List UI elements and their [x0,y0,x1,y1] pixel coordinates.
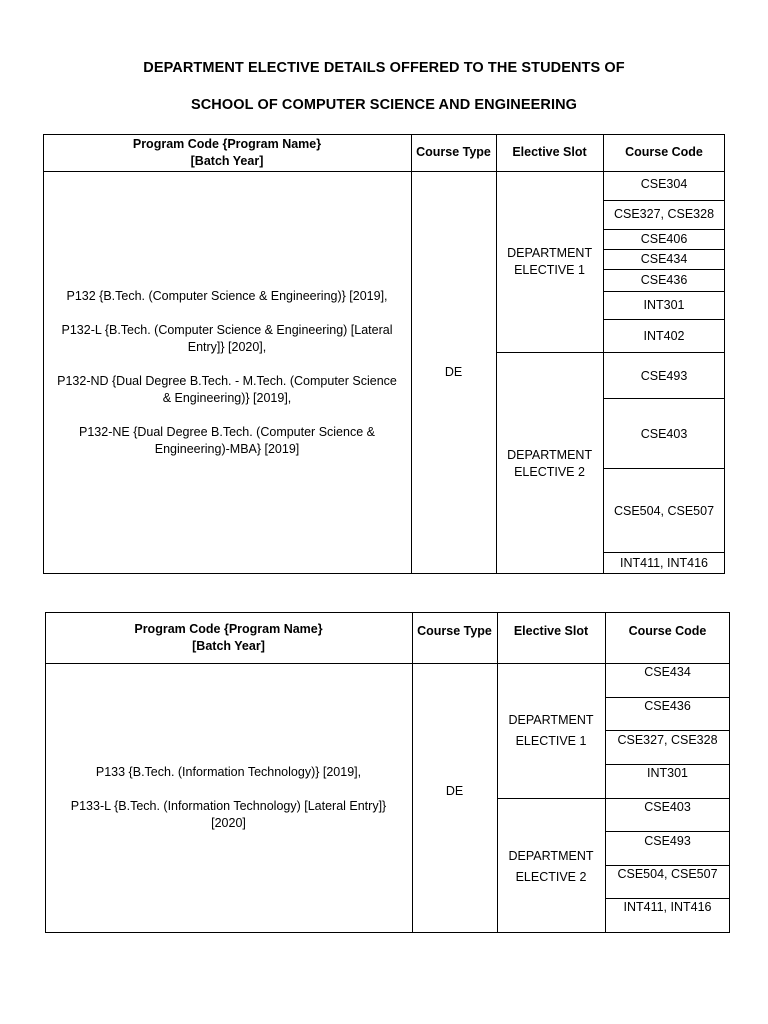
border [45,932,730,933]
header-course-type: Course Type [417,623,492,638]
course-code-cell: CSE493 [644,833,691,848]
border [497,798,730,799]
document-title-line-2: SCHOOL OF COMPUTER SCIENCE AND ENGINEERING [190,97,578,113]
header-batch-label: [Batch Year] [190,153,264,168]
course-code-cell: INT411, INT416 [623,899,712,914]
elective-table-1 [43,134,725,574]
course-code-cell: CSE504, CSE507 [613,503,715,518]
border [496,134,497,574]
elective-slot-1: DEPARTMENT ELECTIVE 1 [507,246,593,277]
border [729,612,730,933]
border [496,352,725,353]
border [497,612,498,933]
course-code-cell: CSE403 [640,426,688,441]
course-code-cell: CSE327, CSE328 [613,207,715,221]
border [605,831,730,832]
border [605,898,730,899]
border [43,134,725,135]
header-program [45,612,412,663]
header-course-type: Course Type [416,145,491,159]
course-code-cell: INT402 [643,329,685,343]
header-course-code: Course Code [625,145,703,159]
program-entry: P132-L {B.Tech. (Computer Science & Engineering) [Lateral Entry]} [2020], [61,322,393,354]
header-course-code: Course Code [628,623,707,638]
program-entry: P132-ND {Dual Degree B.Tech. - M.Tech. (Computer Science & Engineering)} [2019], [57,373,397,405]
border [605,730,730,731]
document-title-line-1: DEPARTMENT ELECTIVE DETAILS OFFERED TO THE STUDENTS OF [143,60,625,76]
course-code-cell: CSE436 [640,272,688,287]
border [603,552,725,553]
course-type-value: DE [444,365,463,379]
program-entry: P133 {B.Tech. (Information Technology)} [2019], [95,765,362,779]
border [605,764,730,765]
course-code-cell: INT301 [643,298,685,312]
border [603,291,725,292]
course-code-cell: CSE436 [644,698,691,713]
program-list [53,171,401,574]
border [43,573,725,574]
program-entry: P132 {B.Tech. (Computer Science & Engineering)} [2019], [66,288,388,303]
header-elective-slot: Elective Slot [513,623,589,638]
border [603,249,725,250]
border [45,663,730,664]
program-entry: P133-L {B.Tech. (Information Technology) [Lateral Entry]} [2020] [70,799,387,830]
elective-slot-2: DEPARTMENT ELECTIVE 2 [508,848,594,884]
course-code-cell: CSE434 [640,251,688,266]
border [603,468,725,469]
border [603,319,725,320]
border [603,229,725,230]
border [605,612,606,933]
border [605,697,730,698]
program-list [55,663,402,933]
header-program [43,134,411,171]
header-program-label: Program Code {Program Name} [132,136,322,151]
course-type-value: DE [445,783,464,798]
course-code-cell: INT411, INT416 [619,556,708,570]
border [603,200,725,201]
course-code-cell: CSE327, CSE328 [617,732,718,747]
border [43,134,44,574]
border [45,612,730,613]
header-program-label: Program Code {Program Name} [134,621,323,636]
border [43,171,725,172]
course-code-cell: CSE406 [640,231,688,246]
course-code-cell: CSE403 [644,799,691,814]
course-code-cell: INT301 [647,765,688,780]
border [605,865,730,866]
border [603,398,725,399]
border [603,269,725,270]
course-code-cell: CSE434 [644,664,691,679]
program-entry: P132-NE {Dual Degree B.Tech. (Computer Science & Engineering)-MBA} [2019] [79,424,375,456]
border [45,612,46,933]
elective-table-2 [45,612,730,933]
header-elective-slot: Elective Slot [512,145,587,159]
course-code-cell: CSE493 [640,368,688,383]
course-code-cell: CSE504, CSE507 [617,866,718,881]
course-code-cell: CSE304 [640,176,688,191]
elective-slot-1: DEPARTMENT ELECTIVE 1 [508,713,594,748]
header-batch-label: [Batch Year] [192,638,265,653]
elective-slot-2: DEPARTMENT ELECTIVE 2 [507,447,593,479]
border [412,612,413,933]
border [411,134,412,574]
